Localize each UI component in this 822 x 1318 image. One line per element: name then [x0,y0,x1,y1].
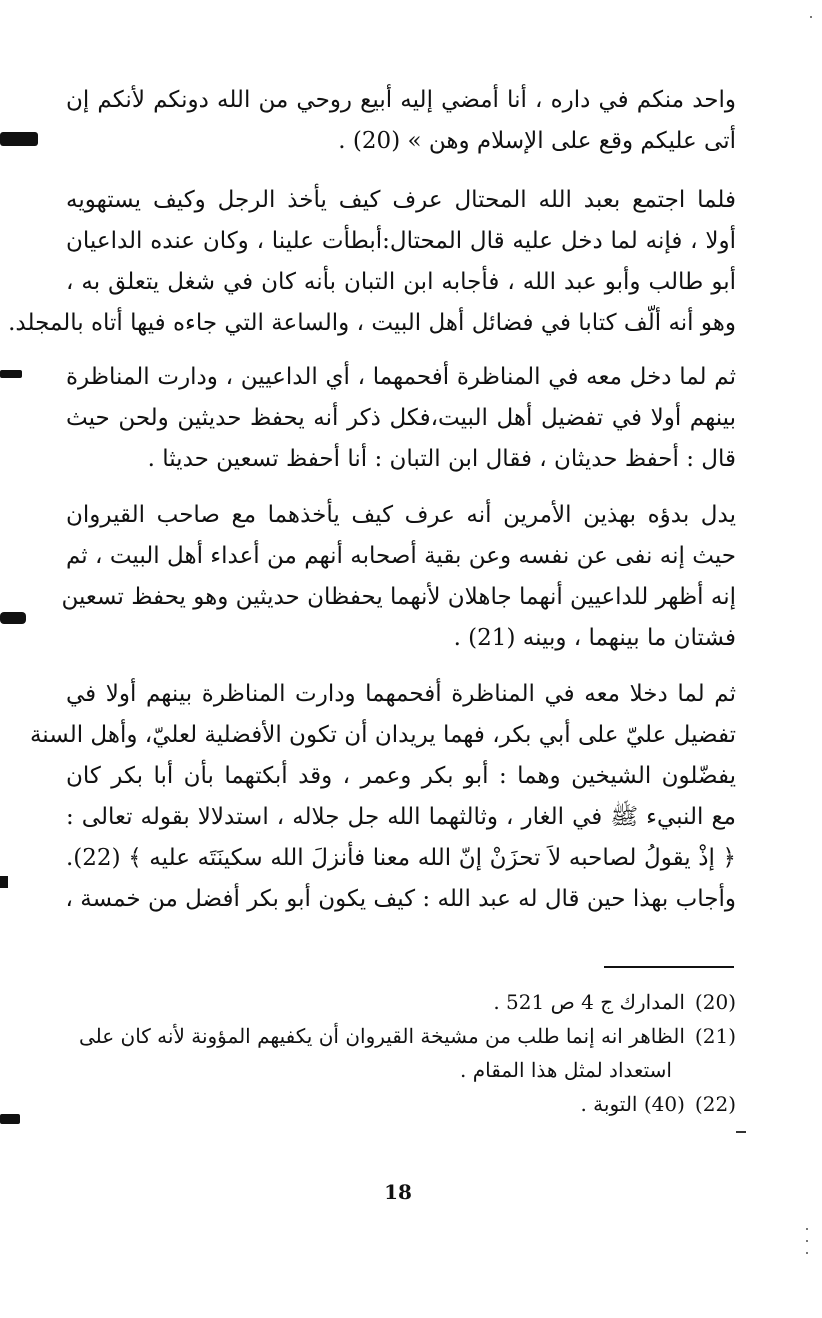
scan-dot [810,16,812,18]
text-line: وأجاب بهذا حين قال له عبد الله : كيف يكون أبو بكر أفضل من خمسة ، [65,886,736,912]
scan-mark [0,1114,20,1124]
text-line: يدل بدؤه بهذين الأمرين أنه عرف كيف يأخذهما مع صاحب القيروان [66,502,736,528]
text-line: وهو أنه ألّف كتابا في فضائل أهل البيت ، والساعة التي جاءه فيها أتاه بالمجلد. [8,310,736,336]
paragraph-2 [8,180,736,344]
text-line: ﴿ إذْ يقولُ لصاحبه لاَ تحزَنْ إنّ الله معنا فأنزلَ الله سكينَتَه عليه ﴾ (22). [66,845,736,871]
text-line: فشتان ما بينهما ، وبينه (21) . [453,625,736,651]
text-line: إنه أظهر للداعيين أنهما جاهلان لأنهما يحفظان حديثين وهو يحفظ تسعين [61,584,736,610]
text-line: ثم لما دخلا معه في المناظرة أفحمهما ودارت المناظرة بينهم أولا في [66,681,736,707]
paragraph-3 [66,357,736,480]
scan-mark [736,1131,746,1133]
paragraph-1 [66,80,736,162]
paragraph-4 [61,495,736,659]
footnote-text: الظاهر انه إنما طلب من مشيخة القيروان أن يكفيهم المؤونة لأنه كان على [78,1024,685,1048]
scan-mark [0,612,26,624]
text-line: ثم لما دخل معه في المناظرة أفحمهما ، أي الداعيين ، ودارت المناظرة [66,364,736,390]
text-line: أبو طالب وأبو عبد الله ، فأجابه ابن التبان بأنه كان في شغل يتعلق به ، [66,269,736,295]
footnotes [60,985,736,1121]
text-line: أولا ، فإنه لما دخل عليه قال المحتال:أبطأت علينا ، وكان عنده الداعيان [66,228,736,254]
footnote-21 [60,1019,736,1053]
text-line: فلما اجتمع بعبد الله المحتال عرف كيف يأخذ الرجل وكيف يستهويه [66,187,736,213]
text-line: واحد منكم في داره ، أنا أمضي إليه أبيع روحي من الله دونكم لأنكم إن [66,87,736,113]
scan-mark [0,132,38,146]
footnote-22 [60,1087,736,1121]
text-line: أتى عليكم وقع على الإسلام وهن » (20) . [338,128,736,154]
page-number: 18 [384,1180,412,1204]
footnote-text-continued: استعداد لمثل هذا المقام . [460,1058,672,1082]
footnote-number: (20) [694,990,736,1014]
footnote-text: (40) التوبة . [580,1092,685,1116]
scan-mark [0,876,8,888]
text-line: حيث إنه نفى عن نفسه وعن بقية أصحابه أنهم من أعداء أهل البيت ، ثم [66,543,736,569]
footnote-text: المدارك ج 4 ص 521 . [493,990,685,1014]
text-line: تفضيل عليّ على أبي بكر، فهما يريدان أن تكون الأفضلية لعليّ، وأهل السنة [29,722,736,748]
scan-dot [806,1228,808,1230]
text-line: قال : أحفظ حديثان ، فقال ابن التبان : أنا أحفظ تسعين حديثا . [147,446,736,472]
text-line: بينهم أولا في تفضيل أهل البيت،فكل ذكر أنه يحفظ حديثين ولحن حيث [66,405,736,431]
footnote-20 [60,985,736,1019]
footnote-number: (21) [694,1024,736,1048]
scan-dot [806,1252,808,1254]
footnote-number: (22) [694,1092,736,1116]
scan-mark [0,370,22,378]
footnote-separator [604,966,734,968]
text-line: يفضّلون الشيخين وهما : أبو بكر وعمر ، وقد أبكتهما بأن أبا بكر كان [66,763,736,789]
paragraph-5 [29,674,736,920]
scan-dot [806,1240,808,1242]
text-line: مع النبيء ﷺ في الغار ، وثالثهما الله جل جلاله ، استدلالا بقوله تعالى : [66,804,736,830]
